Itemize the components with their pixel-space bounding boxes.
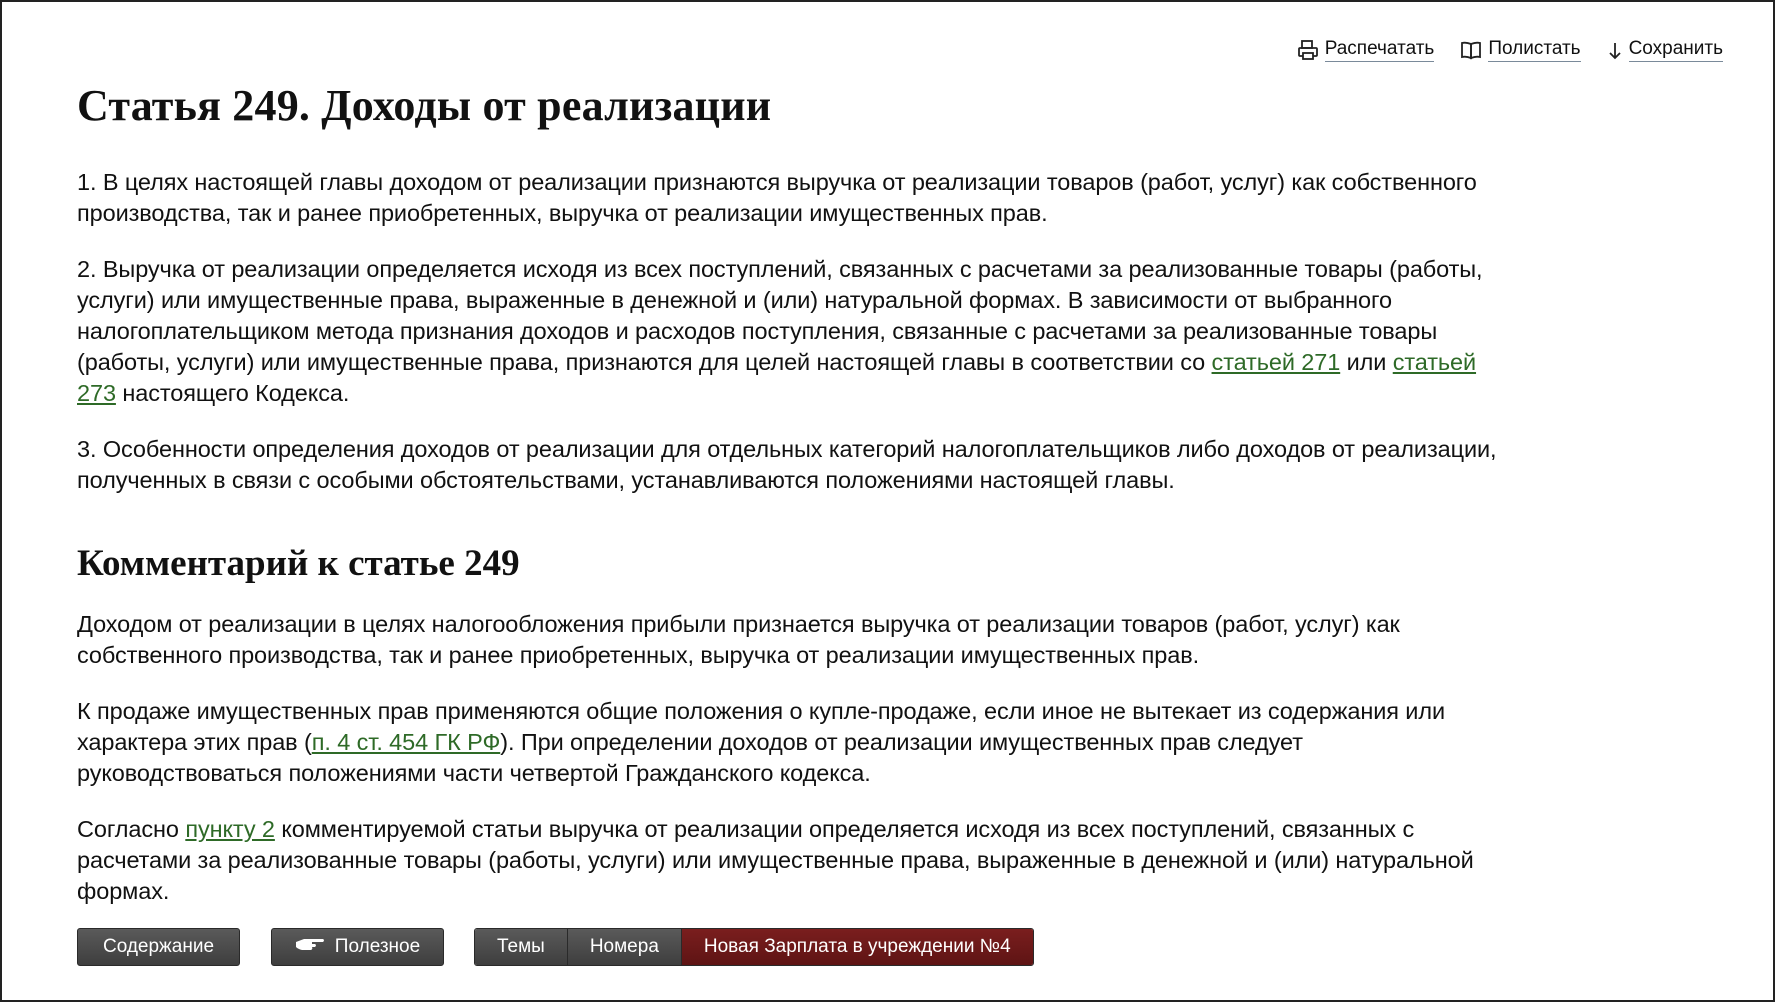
article-content: [77, 80, 1497, 932]
link-civil-code-454[interactable]: п. 4 ст. 454 ГК РФ: [311, 729, 501, 755]
bottom-bar: [77, 928, 1034, 966]
commentary-paragraph-3-text-a: Согласно: [77, 816, 186, 842]
commentary-paragraph-1: Доходом от реализации в целях налогообложения прибыли признается выручка от реализации товаров (работ, услуг) как собственного производства, так и ранее приобретенных, выручка от реализации имущественных прав.: [77, 611, 1400, 668]
commentary-paragraph-2-text-b: ). При определении доходов от реализации имущественных прав следует руководствоваться положениями части четвертой Гражданского кодекса.: [77, 729, 1303, 786]
commentary-paragraph-3-text-b: комментируемой статьи выручка от реализации определяется исходя из всех поступлений, связанных с расчетами за реализованные товары (работы, услуги) или имущественные права, выраженные в денежной и (или) натуральной формах.: [77, 816, 1474, 904]
topics-button[interactable]: [475, 929, 568, 965]
arrow-down-icon: [1607, 39, 1623, 61]
commentary-paragraph-2: [77, 696, 1497, 789]
commentary-paragraph-3: [77, 814, 1497, 907]
contents-button[interactable]: [77, 928, 240, 966]
article-paragraph-2-text-a: 2. Выручка от реализации определяется исходя из всех поступлений, связанных с расчетами за реализованные товары (работы, услуги) или имущественные права, выраженные в денежной и (или) натуральной формах. В зависимости от выбранного налогоплательщиком метода признания доходов и расходов поступления, связанные с расчетами за реализованные товары (работы, услуги) или имущественные права, признаются для целей настоящей главы в соответствии со: [77, 256, 1483, 375]
issues-label: Номера: [589, 936, 659, 957]
pointing-hand-icon: [295, 936, 325, 958]
link-article-271[interactable]: статьей 271: [1211, 349, 1341, 375]
browse-button[interactable]: [1460, 38, 1580, 62]
link-point-2[interactable]: пункту 2: [185, 816, 275, 842]
magazine-nav-group: [474, 928, 1034, 966]
useful-button[interactable]: [271, 928, 444, 966]
toolbar: [1297, 38, 1723, 62]
article-title: Статья 249. Доходы от реализации: [77, 81, 772, 130]
magazine-button[interactable]: [682, 929, 1033, 965]
print-label: Распечатать: [1325, 38, 1435, 62]
article-paragraph-2-text-b: или: [1340, 349, 1393, 375]
article-paragraph-2-text-c: настоящего Кодекса.: [115, 380, 350, 406]
save-label: Сохранить: [1629, 38, 1723, 62]
article-paragraph-1: 1. В целях настоящей главы доходом от реализации признаются выручка от реализации товаров (работ, услуг) как собственного производства, так и ранее приобретенных, выручка от реализации имущественных прав.: [77, 169, 1477, 226]
print-button[interactable]: [1297, 38, 1435, 62]
commentary-title: Комментарий к статье 249: [77, 543, 520, 584]
article-paragraph-2: [77, 254, 1497, 409]
printer-icon: [1297, 39, 1319, 61]
save-button[interactable]: [1607, 38, 1723, 62]
magazine-label: Новая Зарплата в учреждении №4: [703, 936, 1011, 957]
article-paragraph-3: 3. Особенности определения доходов от реализации для отдельных категорий налогоплательщиков либо доходов от реализации, полученных в связи с особыми обстоятельствами, устанавливаются положениями настоящей главы.: [77, 436, 1497, 493]
useful-label: Полезное: [334, 936, 421, 957]
issues-button[interactable]: [568, 929, 682, 965]
topics-label: Темы: [497, 936, 545, 957]
browse-label: Полистать: [1488, 38, 1580, 62]
commentary-paragraph-2-text-a: К продаже имущественных прав применяются общие положения о купле-продаже, если иное не вытекает из содержания или характера этих прав (: [77, 698, 1445, 755]
contents-label: Содержание: [102, 936, 215, 957]
link-article-273[interactable]: статьей 273: [77, 349, 1477, 406]
book-icon: [1460, 39, 1482, 61]
